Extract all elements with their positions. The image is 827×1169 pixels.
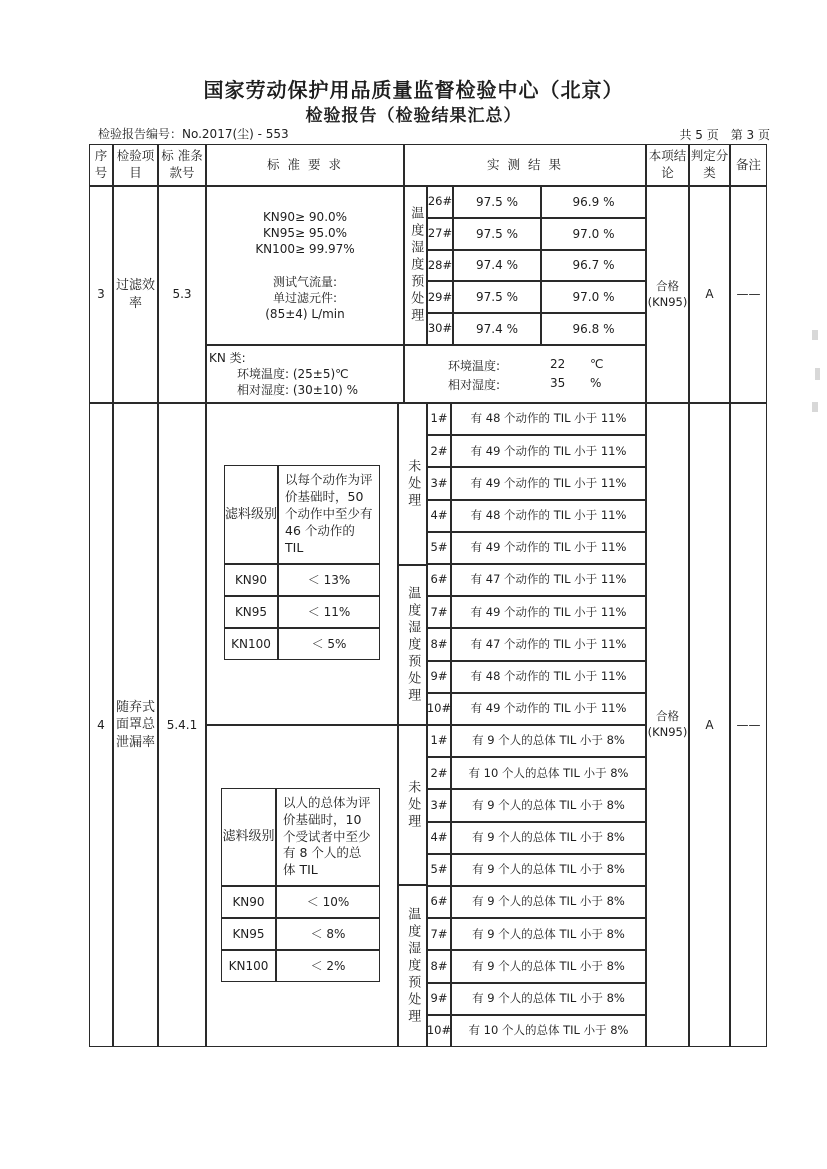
- result-value-2: 97.0 %: [541, 218, 646, 250]
- env-hum-unit: %: [590, 376, 602, 390]
- sample-number: 10#: [427, 693, 451, 725]
- env-hum-value: 35: [550, 376, 566, 390]
- row3-seq: 3: [89, 186, 113, 403]
- col-requirement-header: 标 准 要 求: [206, 144, 404, 186]
- result-value-2: 96.8 %: [541, 313, 646, 345]
- table-a-grade-header: 滤料级别: [224, 465, 278, 564]
- table-b-grade: KN95: [221, 918, 276, 950]
- til-result: 有 49 个动作的 TIL 小于 11%: [451, 532, 646, 564]
- row3-condition-label: 温度湿度预处理: [404, 186, 427, 345]
- sample-number: 8#: [427, 950, 451, 982]
- scan-mark: [812, 330, 818, 340]
- treated-label-a: 温度湿度预处理: [398, 565, 427, 725]
- sample-number: 26#: [427, 186, 453, 218]
- result-value-2: 96.9 %: [541, 186, 646, 218]
- til-result: 有 9 个人的总体 TIL 小于 8%: [451, 822, 646, 854]
- sample-number: 9#: [427, 983, 451, 1015]
- til-result: 有 48 个动作的 TIL 小于 11%: [451, 403, 646, 435]
- til-result: 有 49 个动作的 TIL 小于 11%: [451, 435, 646, 467]
- til-result: 有 47 个动作的 TIL 小于 11%: [451, 628, 646, 660]
- row4-seq: 4: [89, 403, 113, 1047]
- row3-grade: A: [689, 186, 730, 403]
- col-clause-header: 标 准条款号: [158, 144, 206, 186]
- env-temp-value: 22: [550, 357, 566, 371]
- row4-grade: A: [689, 403, 730, 1047]
- til-result: 有 49 个动作的 TIL 小于 11%: [451, 596, 646, 628]
- til-result: 有 48 个动作的 TIL 小于 11%: [451, 500, 646, 532]
- row3-requirement: [206, 186, 404, 345]
- til-result: 有 10 个人的总体 TIL 小于 8%: [451, 757, 646, 789]
- env-hum-label: 相对湿度:: [448, 378, 501, 392]
- table-a-criteria-header: 以每个动作为评价基础时，50个动作中至少有 46 个动作的 TIL: [278, 465, 380, 564]
- sample-number: 5#: [427, 532, 451, 564]
- col-grade-header: 判定分类: [689, 144, 730, 186]
- sample-number: 5#: [427, 854, 451, 886]
- sample-number: 30#: [427, 313, 453, 345]
- til-result: 有 9 个人的总体 TIL 小于 8%: [451, 886, 646, 918]
- report-center-title: 国家劳动保护用品质量监督检验中心（北京）: [203, 78, 624, 102]
- sample-number: 28#: [427, 250, 453, 282]
- sample-number: 1#: [427, 403, 451, 435]
- til-result: 有 48 个动作的 TIL 小于 11%: [451, 661, 646, 693]
- req-flow-label: 测试气流量:: [272, 274, 338, 289]
- row3-env-actual: [404, 345, 646, 403]
- result-value-1: 97.5 %: [453, 186, 541, 218]
- til-result: 有 49 个动作的 TIL 小于 11%: [451, 693, 646, 725]
- til-result: 有 49 个动作的 TIL 小于 11%: [451, 467, 646, 499]
- row4-clause: 5.4.1: [158, 403, 206, 1047]
- req-flow-value: (85±4) L/min: [265, 306, 345, 321]
- row3-conclusion: 合格 (KN95): [646, 186, 689, 403]
- row3-clause: 5.3: [158, 186, 206, 403]
- row3-remark: ——: [730, 186, 767, 403]
- til-result: 有 9 个人的总体 TIL 小于 8%: [451, 918, 646, 950]
- sample-number: 10#: [427, 1015, 451, 1047]
- col-remark-header: 备注: [730, 144, 767, 186]
- env-req-kn: KN 类:: [209, 350, 246, 365]
- env-temp-label: 环境温度:: [448, 359, 501, 373]
- til-result: 有 9 个人的总体 TIL 小于 8%: [451, 789, 646, 821]
- sample-number: 1#: [427, 725, 451, 757]
- report-subtitle: 检验报告（检验结果汇总）: [305, 106, 522, 126]
- table-b-limit: ＜ 10%: [276, 886, 380, 918]
- row3-item: 过滤效率: [113, 186, 158, 403]
- sample-number: 3#: [427, 789, 451, 821]
- sample-number: 6#: [427, 886, 451, 918]
- sample-number: 6#: [427, 564, 451, 596]
- sample-number: 4#: [427, 500, 451, 532]
- table-a-limit: ＜ 5%: [278, 628, 380, 660]
- row4-item: 随弃式面罩总泄漏率: [113, 403, 158, 1047]
- sample-number: 29#: [427, 281, 453, 313]
- treated-label-b: 温度湿度预处理: [398, 885, 427, 1047]
- row4-conclusion: 合格 (KN95): [646, 403, 689, 1047]
- sample-number: 2#: [427, 435, 451, 467]
- col-result-header: 实 测 结 果: [404, 144, 646, 186]
- table-b-criteria-header: 以人的总体为评价基础时，10个受试者中至少有 8 个人的总体 TIL: [276, 788, 380, 886]
- til-result: 有 47 个动作的 TIL 小于 11%: [451, 564, 646, 596]
- col-seq-header: 序号: [89, 144, 113, 186]
- til-result: 有 9 个人的总体 TIL 小于 8%: [451, 950, 646, 982]
- sample-number: 4#: [427, 822, 451, 854]
- untreated-label-a: 未处理: [398, 403, 427, 565]
- sample-number: 8#: [427, 628, 451, 660]
- col-conclusion-header: 本项结论: [646, 144, 689, 186]
- result-value-2: 97.0 %: [541, 281, 646, 313]
- table-a-grade: KN100: [224, 628, 278, 660]
- env-req-temp: 环境温度: (25±5)℃: [237, 366, 349, 381]
- table-a-grade: KN95: [224, 596, 278, 628]
- til-result: 有 9 个人的总体 TIL 小于 8%: [451, 983, 646, 1015]
- sample-number: 2#: [427, 757, 451, 789]
- table-a-limit: ＜ 13%: [278, 564, 380, 596]
- row4-remark: ——: [730, 403, 767, 1047]
- sample-number: 27#: [427, 218, 453, 250]
- result-value-2: 96.7 %: [541, 250, 646, 282]
- sample-number: 9#: [427, 661, 451, 693]
- sample-number: 7#: [427, 596, 451, 628]
- table-b-grade: KN100: [221, 950, 276, 982]
- untreated-label-b: 未处理: [398, 725, 427, 885]
- env-temp-unit: ℃: [590, 357, 604, 371]
- scan-mark: [815, 368, 820, 380]
- table-b-grade-header: 滤料级别: [221, 788, 276, 886]
- req-kn100: KN100≥ 99.97%: [255, 242, 355, 257]
- result-value-1: 97.5 %: [453, 281, 541, 313]
- row3-env-requirement: [206, 345, 404, 403]
- req-filter-label: 单过滤元件:: [272, 290, 338, 305]
- sample-number: 3#: [427, 467, 451, 499]
- til-result: 有 9 个人的总体 TIL 小于 8%: [451, 725, 646, 757]
- table-b-limit: ＜ 2%: [276, 950, 380, 982]
- col-item-header: 检验项目: [113, 144, 158, 186]
- scan-mark: [812, 402, 818, 412]
- table-b-grade: KN90: [221, 886, 276, 918]
- til-result: 有 10 个人的总体 TIL 小于 8%: [451, 1015, 646, 1047]
- report-number: 检验报告编号：No.2017(尘) - 553: [98, 127, 289, 141]
- req-kn90: KN90≥ 90.0%: [262, 209, 348, 224]
- result-value-1: 97.5 %: [453, 218, 541, 250]
- req-kn95: KN95≥ 95.0%: [262, 226, 348, 241]
- table-a-limit: ＜ 11%: [278, 596, 380, 628]
- result-value-1: 97.4 %: [453, 250, 541, 282]
- result-value-1: 97.4 %: [453, 313, 541, 345]
- til-result: 有 9 个人的总体 TIL 小于 8%: [451, 854, 646, 886]
- page-info: 共 5 页 第 3 页: [679, 128, 770, 142]
- table-a-grade: KN90: [224, 564, 278, 596]
- sample-number: 7#: [427, 918, 451, 950]
- table-b-limit: ＜ 8%: [276, 918, 380, 950]
- env-req-hum: 相对湿度: (30±10) %: [237, 383, 359, 398]
